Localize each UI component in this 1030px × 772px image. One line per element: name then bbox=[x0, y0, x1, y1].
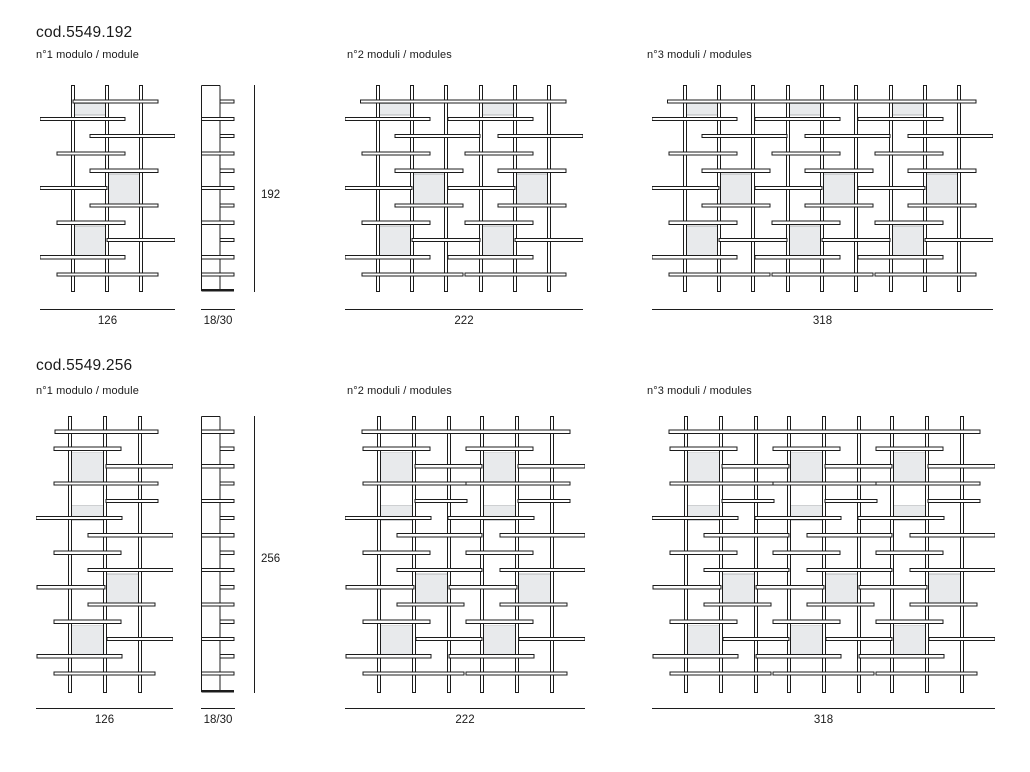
height-dimension-label: 256 bbox=[261, 553, 281, 565]
width-dimension-label: 126 bbox=[97, 315, 118, 327]
width-dimension-line bbox=[652, 309, 993, 310]
front-elevation-svg bbox=[652, 416, 995, 693]
front-elevation-svg bbox=[40, 85, 175, 292]
front-elevation-svg bbox=[652, 85, 993, 292]
depth-dimension-line bbox=[201, 708, 235, 709]
width-dimension-label: 222 bbox=[454, 315, 474, 327]
variant-label: n°2 moduli / modules bbox=[347, 49, 452, 61]
height-dimension-line bbox=[254, 416, 255, 693]
width-dimension-line bbox=[345, 309, 583, 310]
width-dimension-label: 222 bbox=[455, 714, 475, 726]
variant-label: n°1 modulo / module bbox=[36, 49, 139, 61]
variant-label: n°1 modulo / module bbox=[36, 385, 139, 397]
depth-dimension-label: 18/30 bbox=[203, 714, 233, 726]
front-elevation-svg bbox=[345, 416, 585, 693]
width-dimension-label: 126 bbox=[94, 714, 115, 726]
depth-dimension-line bbox=[201, 309, 235, 310]
variant-label: n°3 moduli / modules bbox=[647, 49, 752, 61]
width-dimension-line bbox=[345, 708, 585, 709]
height-dimension-label: 192 bbox=[261, 189, 281, 201]
variant-label: n°3 moduli / modules bbox=[647, 385, 752, 397]
width-dimension-label: 318 bbox=[812, 315, 833, 327]
width-dimension-line bbox=[36, 708, 173, 709]
side-elevation-svg bbox=[201, 416, 235, 693]
product-code: cod.5549.192 bbox=[36, 24, 133, 41]
width-dimension-line bbox=[652, 708, 995, 709]
width-dimension-line bbox=[40, 309, 175, 310]
product-code: cod.5549.256 bbox=[36, 357, 133, 374]
depth-dimension-label: 18/30 bbox=[203, 315, 233, 327]
height-dimension-line bbox=[254, 85, 255, 292]
side-elevation-svg bbox=[201, 85, 235, 292]
front-elevation-svg bbox=[36, 416, 173, 693]
variant-label: n°2 moduli / modules bbox=[347, 385, 452, 397]
front-elevation-svg bbox=[345, 85, 583, 292]
width-dimension-label: 318 bbox=[813, 714, 834, 726]
